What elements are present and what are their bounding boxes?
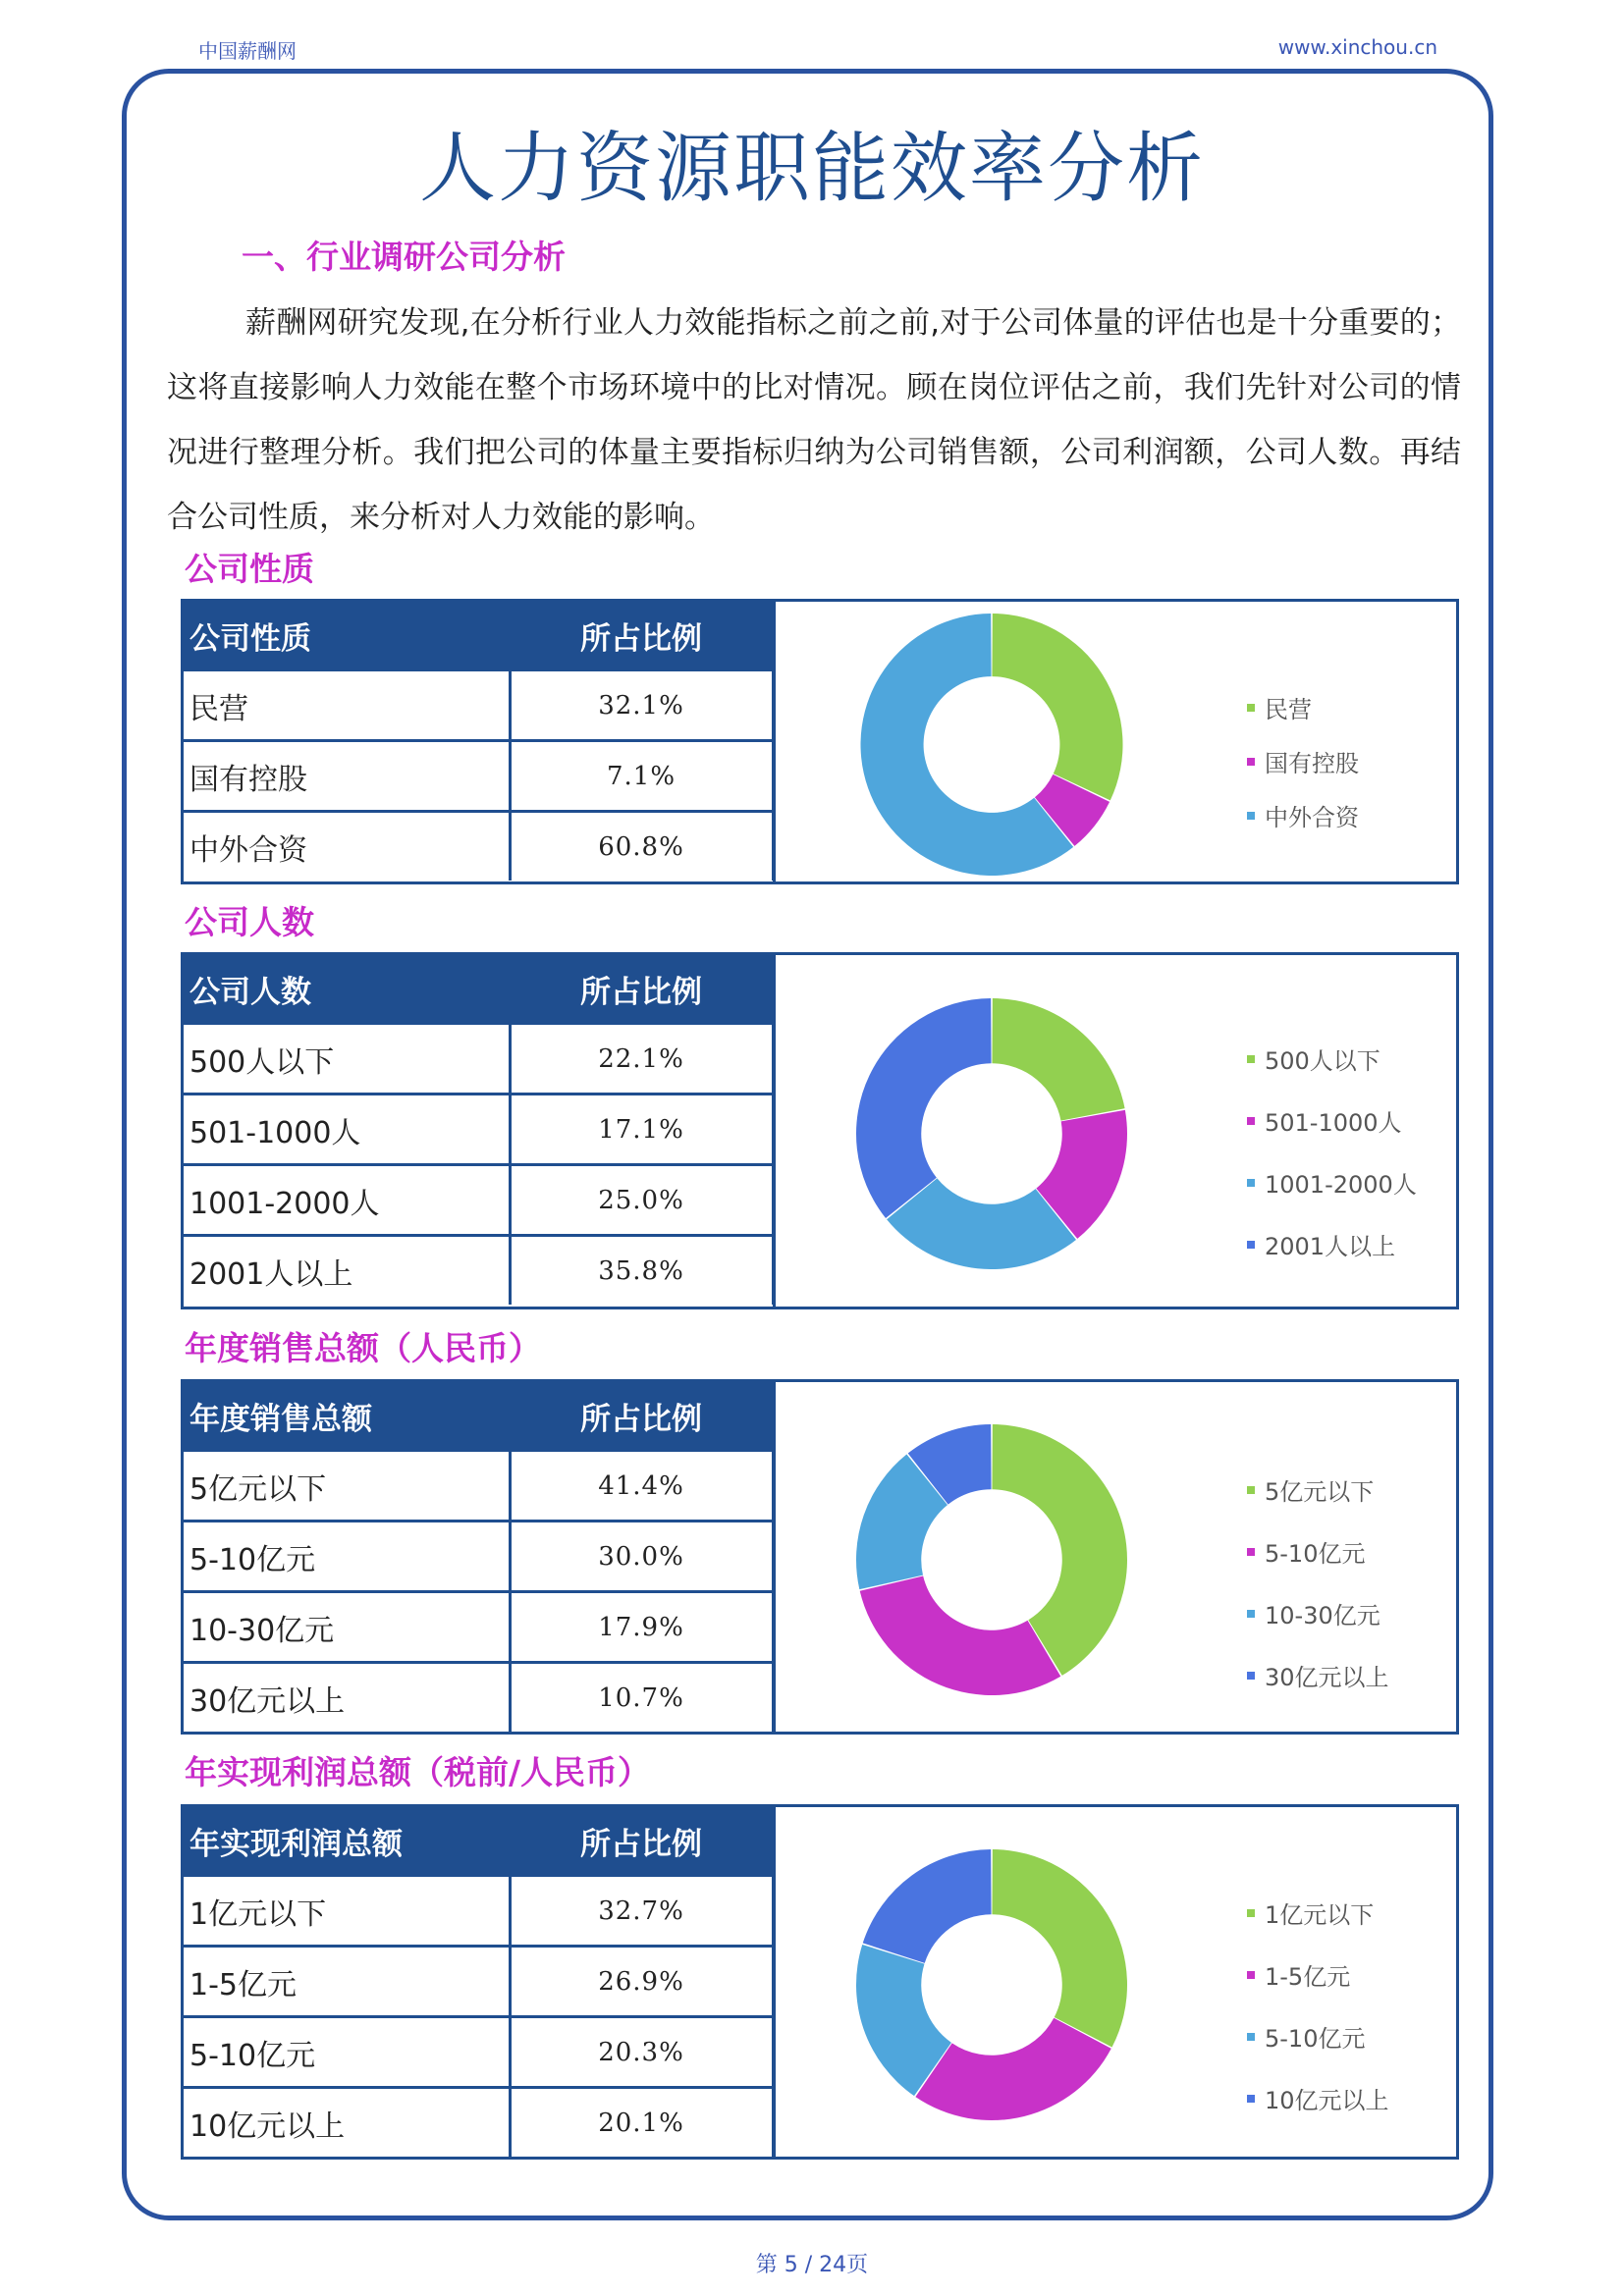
table-cell-label: 民营 <box>184 670 510 741</box>
table-cell-label: 10-30亿元 <box>184 1592 510 1663</box>
legend-item <box>1247 1957 1389 1992</box>
block-heading-company-type: 公司性质 <box>185 550 314 588</box>
legend-label: 30亿元以上 <box>1265 1664 1389 1691</box>
table-cell-value: 41.4% <box>510 1451 773 1522</box>
table-cell-value: 20.3% <box>510 2017 773 2088</box>
intro-paragraph: 薪酬网研究发现,在分析行业人力效能指标之前之前,对于公司体量的评估也是十分重要的；这将直接影响人力效能在整个市场环境中的比对情况。顾在岗位评估之前，我们先针对公司的情况进行整理分析。我们把公司的体量主要指标归纳为公司销售额，公司利润额，公司人数。再结合公司性质，来分析对人力效能的影响。 <box>167 305 1461 535</box>
chart-legend <box>1247 1041 1417 1289</box>
legend-swatch <box>1247 1909 1255 1917</box>
table-row <box>184 1024 773 1095</box>
legend-label: 5-10亿元 <box>1265 2025 1366 2053</box>
legend-swatch <box>1247 1486 1255 1494</box>
table-cell-label: 1-5亿元 <box>184 1947 510 2017</box>
annual-profit-block <box>181 1804 1459 2160</box>
table-row <box>184 1451 773 1522</box>
annual-sales-chart <box>773 1382 1456 1732</box>
legend-item <box>1247 690 1359 724</box>
legend-item <box>1247 1596 1389 1630</box>
legend-item <box>1247 1041 1417 1076</box>
legend-label: 5亿元以下 <box>1265 1478 1375 1506</box>
company-size-chart <box>773 955 1456 1307</box>
legend-swatch <box>1247 1610 1255 1618</box>
table-cell-label: 500人以下 <box>184 1024 510 1095</box>
table-cell-value: 32.1% <box>510 670 773 741</box>
block-heading-annual-sales: 年度销售总额（人民币） <box>185 1329 541 1367</box>
legend-label: 2001人以上 <box>1265 1233 1396 1260</box>
chart-legend <box>1247 1896 1389 2143</box>
legend-label: 500人以下 <box>1265 1047 1380 1075</box>
table-header-row <box>184 1382 773 1451</box>
table-row <box>184 1522 773 1592</box>
table-cell-value: 25.0% <box>510 1165 773 1236</box>
legend-label: 民营 <box>1265 696 1312 723</box>
company-size-table <box>184 955 775 1305</box>
legend-label: 10-30亿元 <box>1265 1602 1380 1629</box>
legend-item <box>1247 1227 1417 1261</box>
legend-label: 国有控股 <box>1265 750 1359 777</box>
table-cell-label: 10亿元以上 <box>184 2088 510 2158</box>
donut-slice <box>915 2018 1110 2120</box>
table-cell-value: 35.8% <box>510 1236 773 1306</box>
table-row <box>184 1947 773 2017</box>
legend-swatch <box>1247 1241 1255 1249</box>
header-site-name: 中国薪酬网 <box>198 39 297 63</box>
table-cell-label: 1亿元以下 <box>184 1876 510 1947</box>
table-header-cell: 年实现利润总额 <box>184 1807 510 1876</box>
annual-profit-table <box>184 1807 775 2157</box>
legend-item <box>1247 1896 1389 1930</box>
table-cell-value: 10.7% <box>510 1663 773 1733</box>
donut-slice <box>992 998 1124 1121</box>
table-row <box>184 741 773 812</box>
legend-swatch <box>1247 758 1255 766</box>
legend-label: 1-5亿元 <box>1265 1963 1351 1991</box>
table-header-cell: 所占比例 <box>510 1807 773 1876</box>
legend-item <box>1247 1658 1389 1692</box>
table-cell-label: 501-1000人 <box>184 1095 510 1165</box>
table-cell-label: 2001人以上 <box>184 1236 510 1306</box>
table-cell-label: 5亿元以下 <box>184 1451 510 1522</box>
donut-slice <box>860 1576 1061 1695</box>
page-number: 第 5 / 24页 <box>755 2253 869 2277</box>
annual-profit-chart <box>773 1807 1456 2157</box>
donut-slice <box>856 998 992 1218</box>
company-type-chart <box>773 602 1456 881</box>
table-cell-value: 32.7% <box>510 1876 773 1947</box>
table-header-row <box>184 955 773 1024</box>
table-cell-value: 20.1% <box>510 2088 773 2158</box>
table-cell-value: 26.9% <box>510 1947 773 2017</box>
block-heading-company-size: 公司人数 <box>185 903 314 941</box>
legend-swatch <box>1247 1971 1255 1979</box>
table-row <box>184 1663 773 1733</box>
section-heading: 一、行业调研公司分析 <box>242 238 566 276</box>
donut-chart <box>844 602 1139 887</box>
table-header-cell: 所占比例 <box>510 1382 773 1451</box>
legend-label: 501-1000人 <box>1265 1109 1402 1137</box>
table-cell-value: 17.9% <box>510 1592 773 1663</box>
table-cell-label: 1001-2000人 <box>184 1165 510 1236</box>
table-cell-value: 30.0% <box>510 1522 773 1592</box>
donut-chart <box>844 1807 1139 2163</box>
table-header-row <box>184 1807 773 1876</box>
legend-item <box>1247 2019 1389 2054</box>
header-site-url[interactable]: www.xinchou.cn <box>1277 35 1437 59</box>
donut-slice <box>992 1849 1127 2047</box>
table-header-cell: 公司性质 <box>184 602 510 670</box>
block-heading-annual-profit: 年实现利润总额（税前/人民币） <box>185 1753 651 1791</box>
table-row <box>184 1876 773 1947</box>
legend-swatch <box>1247 1179 1255 1187</box>
donut-chart <box>844 955 1139 1312</box>
table-row <box>184 1592 773 1663</box>
legend-swatch <box>1247 812 1255 820</box>
table-header-cell: 年度销售总额 <box>184 1382 510 1451</box>
table-cell-label: 5-10亿元 <box>184 1522 510 1592</box>
legend-item <box>1247 744 1359 778</box>
chart-legend <box>1247 1472 1389 1720</box>
table-cell-label: 中外合资 <box>184 812 510 881</box>
table-header-cell: 所占比例 <box>510 602 773 670</box>
table-cell-value: 60.8% <box>510 812 773 881</box>
legend-swatch <box>1247 2095 1255 2103</box>
company-type-block <box>181 599 1459 884</box>
annual-sales-block <box>181 1379 1459 1735</box>
legend-swatch <box>1247 1548 1255 1556</box>
legend-swatch <box>1247 2033 1255 2041</box>
legend-label: 1亿元以下 <box>1265 1901 1375 1929</box>
company-size-block <box>181 952 1459 1309</box>
table-row <box>184 1236 773 1306</box>
legend-item <box>1247 1472 1389 1507</box>
legend-label: 10亿元以上 <box>1265 2087 1389 2114</box>
table-row <box>184 1095 773 1165</box>
legend-swatch <box>1247 1055 1255 1063</box>
page-title: 人力资源职能效率分析 <box>418 125 1205 213</box>
annual-sales-table <box>184 1382 775 1732</box>
chart-legend <box>1247 690 1359 852</box>
legend-item <box>1247 2081 1389 2115</box>
table-row <box>184 812 773 881</box>
legend-item <box>1247 798 1359 832</box>
donut-slice <box>863 1849 992 1963</box>
table-row <box>184 1165 773 1236</box>
legend-swatch <box>1247 1117 1255 1125</box>
legend-item <box>1247 1103 1417 1138</box>
table-cell-label: 30亿元以上 <box>184 1663 510 1733</box>
legend-item <box>1247 1165 1417 1200</box>
legend-item <box>1247 1534 1389 1569</box>
company-type-table <box>184 602 775 881</box>
legend-label: 1001-2000人 <box>1265 1171 1417 1199</box>
table-header-row <box>184 602 773 670</box>
legend-swatch <box>1247 704 1255 712</box>
legend-swatch <box>1247 1672 1255 1680</box>
table-cell-value: 17.1% <box>510 1095 773 1165</box>
table-header-cell: 所占比例 <box>510 955 773 1024</box>
table-cell-value: 7.1% <box>510 741 773 812</box>
table-row <box>184 2017 773 2088</box>
donut-chart <box>844 1382 1139 1737</box>
legend-label: 5-10亿元 <box>1265 1540 1366 1568</box>
table-row <box>184 2088 773 2158</box>
table-cell-value: 22.1% <box>510 1024 773 1095</box>
legend-label: 中外合资 <box>1265 804 1359 831</box>
table-row <box>184 670 773 741</box>
table-cell-label: 5-10亿元 <box>184 2017 510 2088</box>
donut-slice <box>992 614 1122 800</box>
table-cell-label: 国有控股 <box>184 741 510 812</box>
table-header-cell: 公司人数 <box>184 955 510 1024</box>
